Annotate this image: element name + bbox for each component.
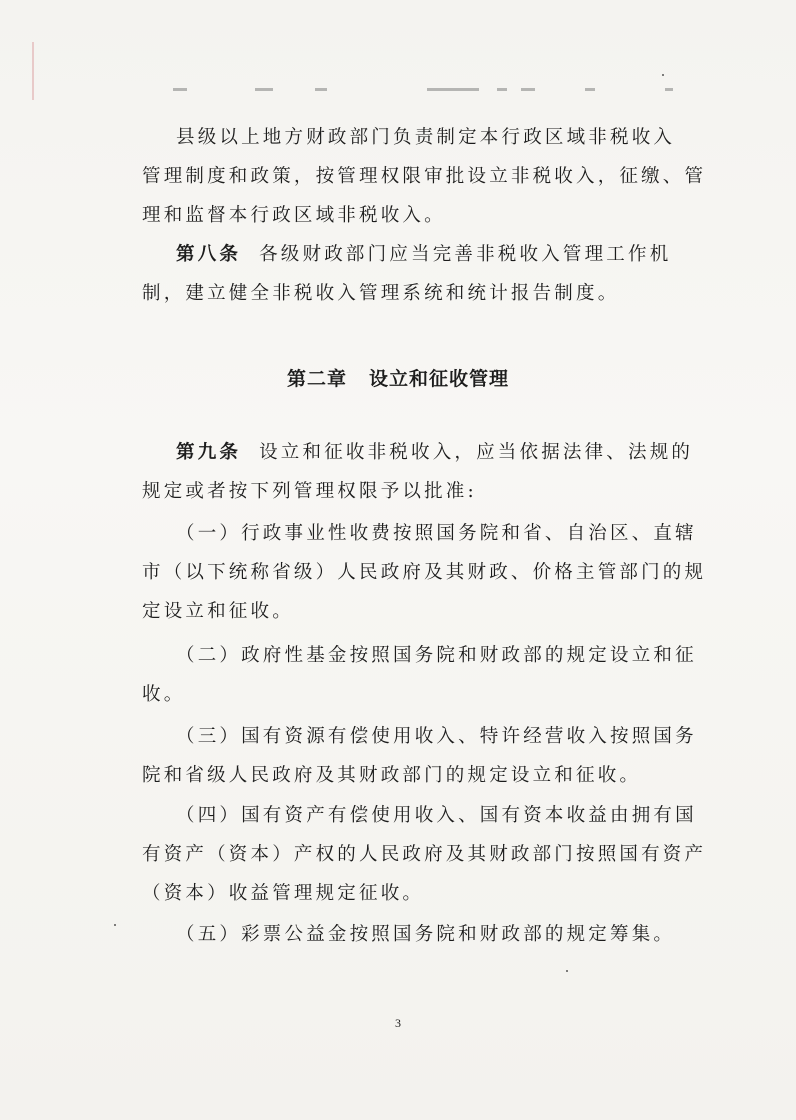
list-item: 有资产（资本）产权的人民政府及其财政部门按照国有资产 [142,844,707,865]
list-item: 定设立和征收。 [142,601,294,622]
page-number: 3 [395,1016,401,1030]
scan-speck [566,970,568,972]
article-8-line [176,246,671,265]
list-item: 收。 [142,684,186,705]
chapter-title: 设立和征收管理 [369,368,510,390]
chapter-number: 第二章 [286,368,347,390]
article-9-line: 规定或者按下列管理权限予以批准: [142,481,477,502]
scan-artifact [165,86,685,94]
list-item: 院和省级人民政府及其财政部门的规定设立和征收。 [142,765,642,786]
chapter-heading [0,364,796,391]
list-item: 市（以下统称省级）人民政府及其财政、价格主管部门的规 [142,562,707,583]
binding-mark [32,42,34,100]
list-item: （三）国有资源有偿使用收入、特许经营收入按照国务 [176,726,697,747]
scan-speck [114,924,116,926]
article-8-text: 各级财政部门应当完善非税收入管理工作机 [259,244,672,265]
article-9-text: 设立和征收非税收入，应当依据法律、法规的 [259,442,694,463]
article-8-heading: 第八条 [176,244,242,265]
paragraph-line: 县级以上地方财政部门负责制定本行政区域非税收入 [176,127,676,148]
paragraph-line: 理和监督本行政区域非税收入。 [142,205,446,226]
article-9-line [176,444,693,463]
paragraph-line: 管理制度和政策，按管理权限审批设立非税收入，征缴、管 [142,166,707,187]
article-8-line: 制，建立健全非税收入管理系统和统计报告制度。 [142,283,620,304]
list-item: （二）政府性基金按照国务院和财政部的规定设立和征 [176,645,697,666]
scan-speck [662,74,664,76]
list-item: （四）国有资产有偿使用收入、国有资本收益由拥有国 [176,805,697,826]
article-9-heading: 第九条 [176,442,242,463]
list-item: （一）行政事业性收费按照国务院和省、自治区、直辖 [176,523,697,544]
list-item: （资本）收益管理规定征收。 [142,883,425,904]
list-item: （五）彩票公益金按照国务院和财政部的规定筹集。 [176,924,676,945]
